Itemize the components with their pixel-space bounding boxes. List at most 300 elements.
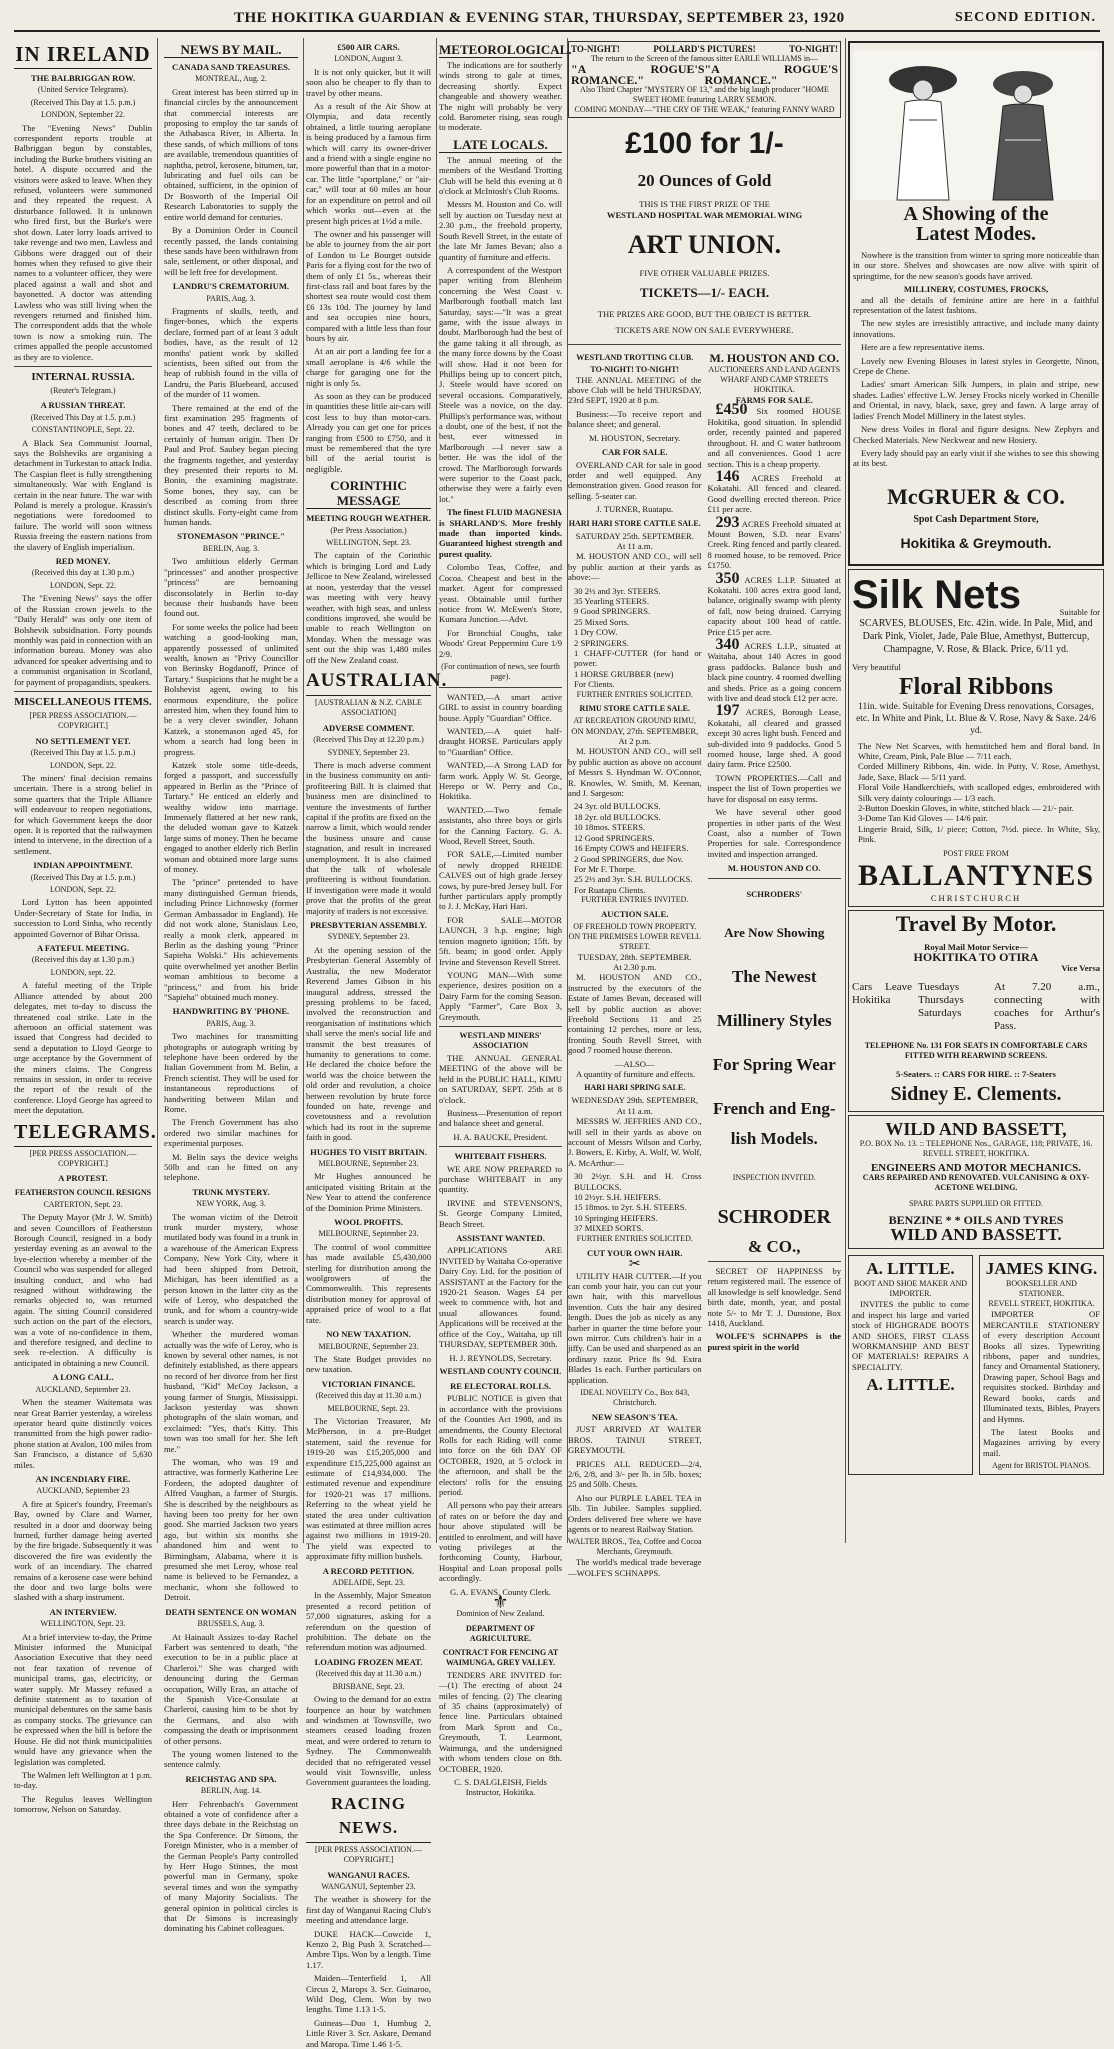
tickets-line: TICKETS—1/- EACH. xyxy=(639,285,770,301)
notice-text: JUST ARRIVED AT WALTER BROS. TAINUI STREET, GREYMOUTH. xyxy=(568,1424,702,1456)
headline-corinthic: CORINTHIC MESSAGE xyxy=(306,478,431,509)
farms-heading: FARMS FOR SALE. xyxy=(735,395,813,406)
list-item: For Clients. xyxy=(574,679,615,690)
spare-parts: SPARE PARTS SUPPLIED OR FITTED. xyxy=(909,1199,1043,1209)
ad-text: Every lady should pay an early visit if she wishes to see this showing at its best. xyxy=(853,447,1099,469)
signature: C. S. DALGLEISH, Fields Instructor, Hokitika. xyxy=(454,1776,547,1798)
houston-title: M. HOUSTON AND CO. xyxy=(709,350,839,365)
headline-meteorological: METEOROLOGICAL. xyxy=(439,42,572,57)
article-text: A fateful meeting of the Triple Alliance attended by about 200 delegates, met to-day to discuss the threatened coal strike. Late in the afternoon an official statement was issued that Congress had decided to send a deputation to Lloyd George to urge acceptance by the Government of the miners claims. The Congress remains in session, in order to receive the report of the result of the conference. Lloyd George has agreed to meet the deputation. xyxy=(14,980,152,1116)
ad-text: Here are a few representative items. xyxy=(861,342,985,353)
article-text: A correspondent of the Westport paper writing from Blenheim concerning the West Coast v. Marlborough football match last Saturday, says:—"It was a great game, with the issue always in doubt. Marlborough had the best of the game taking it all through, as the many force downs by the Coast will show. Had it not been for Phillips being up to concert pitch, J. Steele would have scored on several occasions. Comparatively, Steele was a novice, on the day. Phillips's performance was, without a doubt, one of the best, if not the best, ever witnessed in Marlborough —I never saw a better. He was the idol of the crowd. The Marlborough forwards were superior to the Coast pack, otherwise they were a fairly even lot." xyxy=(439,264,562,504)
article-text: The owner and his passenger will be able to journey from the air port of London to Le Bourget outside Paris for a flying cost for the two of them of only £1 5s., whereas their first-class rail and boat fares by the shortest sea route would cost them £6 13s 10d. The journey by land and sea occupies nine hours, compared with a little less than four hours by air. xyxy=(306,228,431,343)
signature: WALTER BROS., Tea, Coffee and Cocoa Merchants, Greymouth. xyxy=(568,1537,702,1557)
sale-date: ON MONDAY, 27th. SEPTEMBER, xyxy=(571,725,699,736)
dateline: PARIS, Aug. 3. xyxy=(206,293,256,303)
source: (Reuter's Telegram.) xyxy=(50,385,116,395)
received: (Received this day at 11.30 a.m.) xyxy=(315,1391,422,1401)
list-item: 2 SPRINGERS. xyxy=(574,637,629,648)
notice-heading: WESTLAND COUNTY COUNCIL xyxy=(439,1366,562,1376)
notice-text: TOWN PROPERTIES.—Call and inspect the list of Town properties we have for disposal on easy terms. xyxy=(707,772,841,804)
notice-text: WE ARE NOW PREPARED to purchase WHITEBAIT in any quantity. xyxy=(439,1163,562,1195)
subhead: LOADING FROZEN MEAT. xyxy=(314,1656,423,1667)
received: (Received This Day at 12.20 p.m.) xyxy=(313,735,424,745)
received: (Received This Day at 1.5. p.m.) xyxy=(30,412,136,422)
ad-text: Nowhere is the transition from winter to spring more noticeable than in our store. Shelves and showcases are now alive with spirit of springtime, for the new season's goods have arrived. xyxy=(853,250,1099,281)
times: At 7.20 a.m., connecting with coaches for Arthur's Pass. xyxy=(994,981,1100,1033)
dateline: LONDON, August 3. xyxy=(334,54,403,64)
mcgruer-location: Hokitika & Greymouth. xyxy=(900,535,1052,552)
banner-line: COMING MONDAY—"THE CRY OF THE WEAK," featuring FANNY WARD xyxy=(574,105,835,115)
article-text: The indications are for southerly winds strong to gale at times, decreasing shortly. Expect changeable and showery weather. The night will probably be very cold. Barometer rising, seas rough to moderate. xyxy=(439,60,562,133)
list-item: 10 18mos. STEERS. xyxy=(574,822,646,833)
film-title: "A ROGUE'S ROMANCE." xyxy=(571,62,705,87)
article-text: By a Dominion Order in Council recently passed, the lands containing these sands have been withdrawn from sale, settlement, or other disposal, and will be left free for development. xyxy=(164,225,298,277)
art-union-title: ART UNION. xyxy=(627,230,782,260)
subhead: ON THE PREMISES LOWER REVELL STREET. xyxy=(568,931,701,951)
millinery-line: Millinery Styles xyxy=(716,1010,832,1030)
received: (Received This Day at 1.5. p.m.) xyxy=(30,97,136,107)
list-item: 2 Good SPRINGERS, due Nov. xyxy=(574,853,684,864)
subhead: A LONG CALL. xyxy=(52,1372,114,1383)
engineers-sub: CARS REPAIRED AND RENOVATED. VULCANISING & OXY-ACETONE WELDING. xyxy=(862,1173,1090,1193)
item-list xyxy=(852,741,1100,845)
wb-footer: WILD AND BASSETT. xyxy=(890,1225,1062,1245)
travel-title: Travel By Motor. xyxy=(895,911,1057,936)
price: 146 xyxy=(715,467,740,485)
showing-line: Are Now Showing xyxy=(724,924,825,940)
article-text: The "Evening News" says the offer of the Russian crown jewels to the "Daily Herald" was only one item of Bolshevik subsidisation. Forty pounds monthly was paid in connection with an information bureau. Money was also advanced for speaker advertising and to a communist organisation in Scotland, for payment of propagandists, speakers. xyxy=(14,593,152,687)
phone-line: TELEPHONE No. 131 FOR SEATS IN COMFORTABLE CARS FITTED WITH REARWIND SCREENS. xyxy=(864,1041,1088,1061)
ballantynes-name: BALLANTYNES xyxy=(857,858,1095,892)
bottom-ads xyxy=(848,1252,1104,1478)
king-ad xyxy=(979,1255,1104,1475)
list-item: 9 Good SPRINGERS. xyxy=(574,606,651,617)
column-4 xyxy=(439,38,572,1798)
stock-list xyxy=(568,586,702,690)
article-text: The "prince" pretended to have many distinguished German friends, including Prince Lichnowsky (former German Ambassador in England). He did not work alone, Stanislaus Leo, really a monk clerk, appeared in Berlin as the dashing young "Prince Sapieha Wolski." His achievements quite overwhelmed yet another Berlin woman ambitious to become a "princess," and from his bride "Sapieha" obtained much money. xyxy=(164,877,298,1002)
article-text: The weather is showery for the first day of Wanganui Racing Club's meeting and attendance large. xyxy=(306,1894,431,1926)
notice-text: We have several other good properties in other parts of the West Coast, also a number of Town Properties for sale. Correspondence invited and inspection arranged. xyxy=(707,807,841,859)
ad-list: MILLINERY, COSTUMES, FROCKS, xyxy=(903,284,1049,295)
dateline: BERLIN, Aug. 3. xyxy=(202,543,260,553)
subhead: WANGANUI RACES. xyxy=(327,1869,410,1880)
notice-text: A quantity of furniture and effects. xyxy=(576,1069,696,1079)
houston-footer: M. HOUSTON AND CO. xyxy=(727,863,821,874)
other-prizes: FIVE OTHER VALUABLE PRIZES. xyxy=(639,268,770,279)
sale-date: TUESDAY, 28th. SEPTEMBER. xyxy=(577,951,692,962)
classified-ad: YOUNG MAN—With some experience, desires position on a Dairy Farm for the coming Season. Apply "Farmer", Care Box 3, Greymouth. xyxy=(439,969,562,1022)
silk-nets-title: Silk Nets xyxy=(852,573,1021,618)
king-address: REVELL STREET, HOKITIKA. xyxy=(988,1299,1095,1309)
notice-text: M. HOUSTON AND CO., will sell by public auction at their yards as above:— xyxy=(568,551,702,583)
signature: H. J. REYNOLDS, Secretary. xyxy=(449,1352,552,1363)
list-item: 10 Springing HEIFERS. xyxy=(574,1212,658,1223)
subhead: AN INCENDIARY FIRE. xyxy=(35,1473,131,1484)
subhead: REICHSTAG AND SPA. xyxy=(185,1773,277,1784)
benzine: BENZINE * * OILS AND TYRES xyxy=(888,1213,1064,1228)
column-2 xyxy=(164,38,304,1934)
signature: G. A. EVANS, County Clerk. xyxy=(449,1586,552,1597)
ad-text: IMPORTER OF MERCANTILE STATIONERY of every description Account Books all sizes. Typewriting ribbons, paper and sundries, fancy and Ornamental Stationery, Drawing paper, School Bags and requisites stocked. Birthday and Reward books, cards and Illuminated texts, Bibles, Prayers and Hymns. xyxy=(983,1309,1100,1424)
newest-line: The Newest xyxy=(731,966,817,986)
notice-heading: NEW SEASON'S TEA. xyxy=(591,1411,678,1422)
article-text: The "Evening News" Dublin correspondent reports trouble at Balbriggan begun by constables, including the Burke brothers visiting an hotel. A dispute occurred and the visitors were asked to leave. When they refused, volunteers were summoned and they repeated the request. A disturbance followed. It is unknown who fired first, but the Burke's were shot down. Later lorry loads arrived to take revenge and two men, Lawless and Gibbons were dragged out of their homes when they refused to give their names to a volunteer officer, they were placed against a wall and shot and bayonetted. A doctor was attending Lawless who was still living when the revengers returned and finished him. The correspondent adds that the whole town is now a smoking ruin. The crimes appalled the people accustomed as they are to violence. xyxy=(14,122,152,362)
article-text: The finest FLUID MAGNESIA is SHARLAND'S. More freshly made than imported kinds. Guaranteed highest strength and purest quality. xyxy=(439,507,562,559)
film-title: "A ROGUE'S ROMANCE." xyxy=(704,62,838,87)
column-5 xyxy=(568,38,846,1578)
subhead: CONTRACT FOR FENCING AT WAIMUNGA, GREY VALLEY. xyxy=(442,1647,559,1667)
dateline: LONDON, sept. 22. xyxy=(50,967,116,977)
mcgruer-ad xyxy=(848,41,1104,566)
received: (Received This Day at 1.5. p.m.) xyxy=(30,748,136,758)
price: 197 xyxy=(715,702,740,720)
scissors-icon: ✂ xyxy=(628,1257,641,1273)
headline-misc: MISCELLANEOUS ITEMS. xyxy=(14,695,152,708)
subhead: TRUNK MYSTERY. xyxy=(192,1186,270,1197)
classified-ad: FOR SALE—MOTOR LAUNCH, 3 h.p. engine; high tension magneto ignition; 15ft. by 5ft. beam; in good order. Apply Irvine and Stevenson Revell Street. xyxy=(439,914,562,967)
dateline: MELBOURNE, September 23. xyxy=(318,1229,419,1239)
dateline: WELLINGTON, Sept. 23. xyxy=(40,1619,126,1629)
subhead: RED MONEY. xyxy=(55,556,111,567)
notice-text: Also our PURPLE LABEL TEA in 5lb. Tin Jubilee. Samples supplied. Orders delivered free where we have agents or to nearest Railway Station. xyxy=(568,1492,702,1535)
little-name: A. LITTLE. xyxy=(866,1259,955,1279)
article-text: It is not only quicker, but it will soon also be cheaper to fly than to travel by other means. xyxy=(306,66,431,98)
list-item: 35 Yearling STEERS. xyxy=(574,595,649,606)
list-item: 1 HORSE GRUBBER (new) xyxy=(574,668,674,679)
article-text: There is much adverse comment in the business community on anti-profiteering Bill. It is claimed that business men are disinclined to venture the investments of further capital if the profits are fixed on the narrow a limit, which would render the business unsure and cause stagnation, and result in increased unemployment. It is also claimed that the talk of wholesale profiteering is without foundation. If investigation were made it would prove that the profits of the great majority of traders is not excessive. xyxy=(306,759,431,916)
post-free: POST FREE FROM xyxy=(943,848,1009,858)
list-item: Corded Millinery Ribbons, 4in. wide. In Putty, V. Rose, Amethyst, Jade, Saxe, Black — 5/11 yard. xyxy=(858,761,1100,782)
farm-text: ACRES L.I.P., situated at Waitaha, about 140 Acres in good grass paddocks. Balance bush and black pine country. 4 roomed dwelling and sheds. Price as a going concern with live and dead stock £12 per acre. xyxy=(707,641,841,704)
article-text: Two ambitious elderly German "princesses" and another prospective "princess" are bemoaning disconsolately in Berlin to-day because their husbands have been found out. xyxy=(164,556,298,619)
farm-text: ACRES Freehold at Kokatahi. All fenced and cleared. Good dwelling erected thereon. Price £11 per acre. xyxy=(707,472,841,515)
article-text: Owing to the demand for an extra fourpence an hour by watchmen and windsmen at Townsville, two steamers ceased loading frozen meat, and were ordered to return to Sydney. The Commonwealth decided that no refrigerated vessel would visit Townsville, unless Government guarantees the loading. xyxy=(306,1694,431,1788)
crest-icon: ⚜ xyxy=(492,1592,509,1613)
article-text: At Hainault Assizes to-day Rachel Farbert was sentenced to death, "the execution to be in a public place at Charleroi." She was charged with denouncing during the German occupation, Willy Eras, an attache of the Spanish Vice-Consulate at Charleroi, causing him to be shot by the Germans, and also with compassing the death or imprisonment of other persons. xyxy=(164,1631,298,1746)
article-text: Colombo Teas, Coffee, and Cocoa. Cheapest and best in the market. Agent for compressed yeast. Obtainable until further notice from W. McEwen's Store, Kumara Junction.—Advt. xyxy=(439,562,562,625)
divider xyxy=(708,878,842,879)
dateline: AUCKLAND, September 23 xyxy=(36,1486,130,1496)
classified-ad: WANTED,—A quiet half-draught HORSE. Particulars apply to "Guardian" Office. xyxy=(439,725,562,757)
dateline: MELBOURNE, Sept. 23. xyxy=(327,1403,410,1413)
divider xyxy=(439,1146,562,1147)
classified-ad: WANTED.—Two female assistants, also three boys or girls for the Canning Factory. G. A. Wood, Revell Street, South. xyxy=(439,804,562,847)
modes-title: Latest Modes. xyxy=(916,223,1036,245)
notice-text: M. HOUSTON AND CO., instructed by the executors of the Estate of James Bevan, deceased will sell by public auction as above: Freehold Sections 11 and 25 containing 12 perches, more or less, fronting South Revell Street, with good 7 roomed house thereon. xyxy=(568,972,702,1056)
subhead: FEATHERSTON COUNCIL RESIGNS xyxy=(14,1187,152,1197)
list-item: Lingerie Braid, Silk, 1/ piece; Cotton, 7½d. piece. In White, Sky, Pink. xyxy=(858,823,1100,845)
divider xyxy=(14,366,152,367)
price: 350 xyxy=(715,569,740,587)
notice-text: MESSRS W. JEFFRIES AND CO., will sell in their yards as above on account of Messrs Wilson and Corby, J. Bowers, E. Kirby, A. Wolf, W. Wolf, A. McArthur:— xyxy=(568,1116,702,1168)
subhead: A RUSSIAN THREAT. xyxy=(40,400,126,411)
dateline: WANGANUI, September 23. xyxy=(321,1881,416,1891)
continuation-note: (For continuation of news, see fourth page). xyxy=(441,661,560,682)
mcgruer-name: McGRUER & CO. xyxy=(887,483,1065,509)
list-item: 16 Empty COWS and HEIFERS. xyxy=(574,843,689,854)
article-text: The Walmen left Wellington at 1 p.m. to-day. xyxy=(14,1769,152,1791)
notice-heading: WHITEBAIT FISHERS. xyxy=(454,1151,547,1162)
banner-mid: POLLARD'S PICTURES! xyxy=(653,44,756,54)
showing-title: A Showing of the xyxy=(903,203,1049,225)
article-text: Katzek stole some title-deeds, forged a passport, and successfully appeared in Berlin as the "Prince of Tartary." He enticed an elderly and wealthy widow into marriage. Immensely flattered at her new rank, the deluded woman gave to Katzek large sums of money. Then he became engaged to another elderly rich Berlin woman and obtained more large sums of money. xyxy=(164,760,298,875)
notice-heading: DEPARTMENT OF AGRICULTURE. xyxy=(466,1623,535,1643)
article-text: When the steamer Waitemata was near Great Barrier yesterday, a wireless operator heard quite distinctly voices transmitted from the high power radio-phone station at Avalon, 100 miles from San Francisco, a distance of 5,630 miles. xyxy=(14,1397,152,1470)
sale-date: SATURDAY 25th. SEPTEMBER. xyxy=(575,530,694,541)
received: (Received this day at 1.30 p.m.) xyxy=(31,568,135,578)
banner-line: Also Third Chapter "MYSTERY OF 13," and the big laugh producer "HOME SWEET HOME featuring LARRY SEMON. xyxy=(580,85,829,105)
inspect-line: INSPECTION INVITED. xyxy=(732,1172,816,1182)
vice-versa: Vice Versa xyxy=(1061,962,1100,973)
article-text: A Black Sea Communist Journal, says the Bolsheviks are organising a detachment in Turkestan to attack India. The Caspian fleet is fully strengthening simultaneously. War with England is certain in the near future. The war with Poland is merely a prologue. Krassin's negotiations were foredoomed to failure. The world will soon witness Russia freeing the eastern nations from the slavery of English imperialism. xyxy=(14,437,152,552)
subhead: OF FREEHOLD TOWN PROPERTY. xyxy=(573,921,697,931)
notice-text: IRVINE and STEVENSON'S, St. George Company Limited, Beach Street. xyxy=(439,1197,562,1229)
subhead: HUGHES TO VISIT BRITAIN. xyxy=(310,1146,427,1157)
dateline: WELLINGTON, Sept. 23. xyxy=(326,538,411,548)
notice-text: OVERLAND CAR for sale in good order and well equipped. Any demonstration given. Good reason for selling. 5-seater car. xyxy=(568,459,702,501)
clements-name: Sidney E. Clements. xyxy=(890,1082,1062,1105)
article-text: Whether the murdered woman actually was the wife of Leroy, who is known by several other names, is not definitely established, as there appears no record of her divorce from her first husband, "Kid" McCoy Jackson, a young farmer of Sturgis, Mississippi. Jackson yesterday was shown photographs of the slain woman, and exclaimed: "Yes, that's Kitty. This town was too small for her. She left me." xyxy=(164,1329,298,1454)
divider xyxy=(439,1026,562,1027)
article-text: The woman, who was 19 and attractive, was formerly Katherine Lee Fordeen, the adopted daughter of Alfred Vaughan, a farmer of Sturgis. She is described by the neighbours as having been too pretty for her own good. She married Jackson two years ago, but within six months she abandoned him and went to Birmingham, Alabama, where it is presumed she met Leroy, whose real name is believed to be Fernandez, a mechanic, whom she followed to Detroit. xyxy=(164,1457,298,1603)
article-text: The captain of the Corinthic which is bringing Lord and Lady Jellicoe to New Zealand, wirelessed at noon, yesterday that the vessel was meeting with very heavy weather, with high seas, and unless conditions improved, she would be unable to reach Wellington on Monday. When the message was sent out the ship was 1,480 miles off the New Zealand coast. xyxy=(306,550,431,665)
article-text: There remained at the end of the first examination 295 fragments of bones and 47 teeth, declared to be certainly of human origin. Then Dr Paul and Prof. Saubey began piecing the fragments together, and yesterday they presented their reports to M. Bonin, the examining magistrate. Some bones, they say, can be described as coming from three distinct skulls. Forty-eight came from human hands. xyxy=(164,402,298,528)
divider xyxy=(14,691,152,692)
little-sub: BOOT AND SHOE MAKER AND IMPORTER. xyxy=(853,1279,968,1299)
list-item: 18 2yr. old BULLOCKS. xyxy=(574,811,661,822)
signature: IDEAL NOVELTY Co., Box 843, Christchurch. xyxy=(580,1387,690,1407)
article-text: Herr Fehrenbach's Government obtained a vote of confidence after a three days debate in the Reichstag on the Spa Conference. Dr Simons, the Foreign Minister, who is a member of the German People's Party controlled by Herr Hugo Stinnes, the most powerful man in Germany, spoke several times and won the sympathy of many Majority Socialists. The general opinion in political circles is that Dr Simons is increasingly dominating his Cabinet colleagues. xyxy=(164,1798,298,1934)
wing-line: WESTLAND HOSPITAL WAR MEMORIAL WING xyxy=(606,209,803,220)
article-text: At an air port a landing fee for a small aeroplane is 4/6 while the charge for garaging one for the night is only 5s. xyxy=(306,346,431,388)
article-text: A fire at Spicer's foundry, Freeman's Bay, owned by Clare and Warner, resulted in a door and doorway being burned, further damage being averted by the fire brigade. Subsequently it was discovered the fire was evidently the work of an incendiary. The charred remains of a kerosene case were behind the door and two large bolts were slashed with a sharp instrument. xyxy=(14,1498,152,1603)
dateline: BERLIN, Aug. 14. xyxy=(200,1786,262,1796)
headline-australian: AUSTRALIAN. xyxy=(306,669,431,696)
headline-racing: RACING NEWS. xyxy=(306,1792,431,1843)
dateline: SYDNEY, September 23. xyxy=(327,747,410,757)
notice-text: M. HOUSTON AND CO., will sell by public auction as above on account of Messrs S. Hyndman W. O'Connor, R. Knowles, W. Smith, M. Keenan, and J. Sargeson: xyxy=(568,746,702,799)
subhead: £500 AIR CARS. xyxy=(337,42,400,52)
subhead: MEETING ROUGH WEATHER. xyxy=(306,513,431,524)
king-sub: BOOKSELLER AND STATIONER. xyxy=(1006,1279,1077,1299)
ad-text: Lovely new Evening Blouses in latest styles in Georgette, Ninon, Crepe de Chene. xyxy=(853,355,1099,377)
subhead: DEATH SENTENCE ON WOMAN xyxy=(165,1606,297,1617)
ad-text: INVITES the public to come and inspect his large and varied stock of HIGHGRADE BOOTS AND SHOES, FIRST CLASS WORKMANSHIP AND BEST OF MATERIALS! REPAIRS A SPECIALITY. xyxy=(852,1299,969,1372)
notice-heading: HARI HARI STORE CATTLE SALE. xyxy=(568,518,701,528)
king-agent: Agent for BRISTOL PIANOS. xyxy=(992,1461,1091,1471)
schroder-name: SCHRODER xyxy=(717,1205,831,1228)
notice-heading: RIMU STORE CATTLE SALE. xyxy=(579,703,690,713)
dateline: SYDNEY, September 23. xyxy=(327,932,410,942)
ballantynes-city: CHRISTCHURCH xyxy=(930,892,1022,903)
english-line: lish Models. xyxy=(730,1128,818,1148)
classified-ad: WANTED,—A Strong LAD for farm work. Apply W. St. George, Herepo or W. Perry and Co., Hokitika. xyxy=(439,760,562,802)
dateline: NEW YORK, Aug. 3. xyxy=(196,1199,266,1209)
article-text: The miners' final decision remains uncertain. There is a strong belief in some quarters that the Triple Alliance will endeavour to reopen negotiations, for which Government keeps the door open. It is reported that the railwaymen intend to intervene, in the direction of a settlement. xyxy=(14,772,152,856)
wb-address: P.O. BOX No. 13. :: TELEPHONE Nos., GARAGE, 118; PRIVATE, 16. REVELL STREET, HOKITIKA. xyxy=(859,1138,1093,1158)
article-text: As soon as they can be produced in quantities these little air-cars will cost less to buy than motor-cars. Already you can get one for prices ranging from £500 to £750, and it must be remembered that the tyre bill of the aerial tourist is negligible. xyxy=(306,391,431,474)
notice-text: APPLICATIONS ARE INVITED by Waitaha Co-operative Dairy Coy. Ltd. for the position of ASSISTANT at the Factory for the 1920-21 Season. Wages £4 per week to commence with, hot and usual allowances found. Applications will be received at the office of the Coy., Waitaha, up till THURSDAY, SEPTEMBER 30th. xyxy=(439,1245,562,1350)
masthead xyxy=(14,8,1100,32)
source: [PER PRESS ASSOCIATION.—COPYRIGHT.] xyxy=(29,1148,137,1168)
subhead: CANADA SAND TREASURES. xyxy=(171,62,291,72)
little-ad xyxy=(848,1255,973,1475)
royal-mail: Royal Mail Motor Service— xyxy=(924,942,1028,952)
subhead: INDIAN APPOINTMENT. xyxy=(33,860,133,871)
subhead: THE BALBRIGGAN ROW. xyxy=(30,73,136,83)
cars-leave: Cars Leave Hokitika xyxy=(852,981,912,1007)
art-union-ad xyxy=(568,121,841,339)
houston-sub: AUCTIONEERS AND LAND AGENTS xyxy=(708,365,841,375)
mcgruer-sub: Spot Cash Department Store, xyxy=(913,513,1039,525)
list-item: Floral Voile Handkerchiefs, with scalloped edges, embroidered with Silk very dainty colourings — 1/3 each. xyxy=(858,782,1100,803)
dateline: BRISBANE, Sept. 23. xyxy=(332,1681,405,1691)
article-text: The French Government has also ordered two similar machines for experimental purposes. xyxy=(164,1117,298,1149)
list-item: 10 2½yr. S.H. HEIFERS. xyxy=(574,1192,661,1203)
wb-title: WILD AND BASSETT, xyxy=(885,1118,1067,1139)
price: 340 xyxy=(715,636,740,653)
source: [PER PRESS ASSOCIATION.—COPYRIGHT.] xyxy=(315,1844,422,1865)
fashion-illustration xyxy=(853,50,1099,200)
sale-date: WEDNESDAY 29th. SEPTEMBER, xyxy=(571,1095,699,1106)
ad-text: and all the details of feminine attire are here in a faithful representation of the latest fashions. xyxy=(853,294,1099,316)
notice-heading: ASSISTANT WANTED. xyxy=(456,1233,545,1244)
received: (Received This Day at 1.5. p.m.) xyxy=(30,872,136,882)
notice-text: SECRET OF HAPPINESS by return registered mail. The essence of all knowledge is self knowledge. Send birth date, month, year, and postal note 5/- to Mr T. J. Dunstone, Box 1418, Auckland. xyxy=(707,1265,841,1328)
auction-right xyxy=(708,349,842,1582)
article-text: The woman victim of the Detroit trunk murder mystery, whose mutilated body was found in a trunk in a warehouse of the American Express Company, New York City, where it had been shipped from Detroit, Michigan, has been identified as a person known in the latter city as the wife of Leroy, who despatched the trunk, and for whom a country-wide search is under way. xyxy=(164,1211,298,1326)
price: £450 xyxy=(715,401,748,419)
co-line: & CO., xyxy=(748,1236,801,1256)
signature: H. A. BAUCKE, President. xyxy=(453,1131,548,1142)
subhead: NO SETTLEMENT YET. xyxy=(35,735,131,746)
dateline: AUCKLAND, September 23. xyxy=(35,1384,131,1394)
sale-time: At 11 a.m. xyxy=(616,1105,653,1116)
farm-text: ACRES L.I.P. Situated at Kokatahi. 100 acres extra good land, balance, originally swamp with plenty of fall, now being drained. Carrying capacity about 100 head of cattle. Price £15 per acre. xyxy=(707,574,841,637)
column-1 xyxy=(14,38,158,1815)
received: (Received this day at 11.30 a.m.) xyxy=(315,1669,422,1679)
notice-heading: WESTLAND TROTTING CLUB. xyxy=(576,352,694,362)
banner-left: TO-NIGHT! xyxy=(571,44,620,54)
article-text: Guineas—Duo 1, Humbug 2, Little River 3. Scr. Askare, Demand and Maropa. Time 1.46 1-5. xyxy=(306,2017,431,2049)
divider xyxy=(708,1261,842,1262)
edition-label: SECOND EDITION. xyxy=(954,10,1096,25)
dateline: CARTERTON, Sept. 23. xyxy=(43,1199,123,1209)
list-item: For Ruatapu Clients. xyxy=(574,884,646,895)
subhead: STONEMASON "PRINCE." xyxy=(177,531,285,542)
signature: J. TURNER, Ruatapu. xyxy=(596,504,674,515)
trot-tonight: TO-NIGHT! TO-NIGHT! xyxy=(590,364,680,374)
headline-telegrams: TELEGRAMS. xyxy=(14,1120,152,1147)
hire-line: 5-Seaters. :: CARS FOR HIRE. :: 7-Seaters xyxy=(896,1069,1056,1080)
list-item: 15 18mos. to 2yr. S.H. STEERS. xyxy=(574,1202,687,1213)
farm-text: Six roomed HOUSE Hokitika, good situation. In splendid order, recently painted and papered throughout. H. and C water bathroom and all conveniences. Good 1 acre section. This is a cheap property. xyxy=(707,406,841,469)
article-text: M. Belin says the device weighs 50lb and can be fitted on any telephone. xyxy=(164,1151,298,1183)
source: (Per Press Association.) xyxy=(330,525,407,535)
notice-heading: CUT YOUR OWN HAIR. xyxy=(587,1247,683,1258)
notice-text: The world's medical trade beverage—WOLFE'S SCHNAPPS. xyxy=(568,1557,702,1578)
ladies-illustration-icon xyxy=(853,50,1099,200)
dateline: MELBOURNE, September 23. xyxy=(318,1159,419,1168)
divider xyxy=(439,687,562,688)
entries-note: FURTHER ENTRIES SOLICITED. xyxy=(576,1233,693,1243)
subhead: RE ELECTORAL ROLLS. xyxy=(450,1380,551,1391)
article-text: For some weeks the police had been watching a good-looking man, apparently possessed of unlimited wealth, known as "Privy Councillor von Berinsky Bogdanoff, Prince of Tartary." Suspicions that he might be a Bolshevist agent, owing to his enormous expenditure, the police arrested him, when they found him to be a very clever swindler, Johann Katzek, a stonemason aged 45, for whom a search had long been in progress. xyxy=(164,621,298,757)
list-item: 37 MIXED SORTS. xyxy=(574,1223,644,1234)
source: [PER PRESS ASSOCIATION.—COPYRIGHT.] xyxy=(29,710,137,731)
banner-right: TO-NIGHT! xyxy=(789,44,838,54)
floral-title: Floral Ribbons xyxy=(898,673,1054,700)
subhead: A FATEFUL MEETING. xyxy=(36,943,130,954)
sale-venue: AT RECREATION GROUND RIMU, xyxy=(573,715,697,725)
article-text: Mr Hughes announced he anticipated visiting Britain at the New Year to attend the conference of the Dominion Prime Ministers. xyxy=(306,1171,431,1213)
tickets-sale: TICKETS ARE NOW ON SALE EVERYWHERE. xyxy=(615,325,794,336)
notice-heading: CAR FOR SALE. xyxy=(601,447,668,458)
little-footer: A. LITTLE. xyxy=(866,1375,955,1395)
sale-time: At 11 a.m. xyxy=(616,540,653,551)
masthead-title: THE HOKITIKA GUARDIAN & EVENING STAR, THURSDAY, SEPTEMBER 23, 1920 xyxy=(234,10,845,26)
stock-list xyxy=(568,801,702,895)
crest-caption: Dominion of New Zealand. xyxy=(456,1609,545,1619)
auction-left xyxy=(568,349,702,1582)
notice-text: Business—Presentation of report and balance sheet and general. xyxy=(439,1107,562,1129)
column-6 xyxy=(848,38,1104,1543)
notice-heading: AUCTION SALE. xyxy=(601,909,669,920)
headline-ireland: IN IRELAND xyxy=(14,42,152,69)
banner-line: The return to the Screen of the famous sitter EARLE WILLIAMS in— xyxy=(590,54,819,64)
list-item: 2-Button Doeskin Gloves, in white, stitched black — 21/- pair. xyxy=(858,802,1074,813)
wild-bassett-ad xyxy=(848,1115,1104,1250)
king-name: JAMES KING. xyxy=(985,1259,1098,1279)
notice-text: Business:—To receive report and balance sheet; and general. xyxy=(568,408,702,430)
also-label: —ALSO— xyxy=(614,1058,655,1069)
article-text: As a result of the Air Show at Olympia, and data recently obtained, a little touring aeroplane is being produced by a famous firm which will carry its owner-driver and a friend with a single engine no more powerful than that in a motor-car. The little "sportplane," or "air-car," will tour at 60 miles an hour for an expenditure on petrol and oil which works out—even at the present high prices at 1½d a mile. xyxy=(306,101,431,226)
column-3 xyxy=(306,38,448,2049)
dateline: MONTREAL, Aug. 2. xyxy=(195,74,267,84)
article-text: The Victorian Treasurer, Mr McPherson, in a pre-Budget statement, said the revenue for 1919-20 was £15,205,000 and expenditure £15,225,000 against an estimate of £14,934,000. The estimated revenue and expenditure for 1920-21 was 17 millions. Referring to the wheat yield he stated the area under cultivation was estimated at three million acres against two millions in 1919-20. The yield was expected to approximate fifty million bushels. xyxy=(306,1415,431,1562)
source: [AUSTRALIAN & N.Z. CABLE ASSOCIATION] xyxy=(315,697,422,718)
notice-text: WOLFE'S SCHNAPPS is the purest spirit in the world xyxy=(707,1331,841,1352)
divider xyxy=(568,344,841,345)
subhead: PRESBYTERIAN ASSEMBLY. xyxy=(310,920,427,931)
list-item: 3-Dome Tan Kid Gloves — 14/6 pair. xyxy=(858,813,988,824)
auction-columns xyxy=(568,349,841,1582)
houston-sub: WHARF AND CAMP STREETS HOKITIKA. xyxy=(720,375,829,395)
dateline: ADELAIDE, Sept. 23. xyxy=(332,1578,405,1588)
notice-text: THE ANNUAL MEETING of the above Club will be held THURSDAY, 23rd SEPT, 1920 at 8 p.m. xyxy=(568,374,702,406)
dateline: BRUSSELS, Aug. 3. xyxy=(197,1619,265,1629)
article-text: Two machines for transmitting photographs or autograph writing by telephone have been ordered by the Italian Government from M. Belin, a French scientist. They will be used for instantaneous reproductions of handwriting between Milan and Rome. xyxy=(164,1031,298,1114)
subhead: LANDRU'S CREMATORIUM. xyxy=(172,281,290,292)
sale-time: At 2.30 p.m. xyxy=(613,961,657,972)
very-beautiful: Very beautiful xyxy=(852,662,901,673)
list-item: 25 2½ and 3yr. S.H. BULLOCKS. xyxy=(574,874,693,885)
headline-late-locals: LATE LOCALS. xyxy=(439,137,562,153)
dateline: CONSTANTINOPLE, Sept. 22. xyxy=(31,425,135,435)
notice-heading: WESTLAND MINERS' ASSOCIATION xyxy=(459,1030,542,1050)
list-item: 25 Mixed Sorts. xyxy=(574,616,630,627)
classified-ad: FOR SALE,—Limited number of newly dropped RHEIDE CALVES out of high grade Jersey cows, by pure-bred Jersey bull. For further particulars apply promptly to J. J. McKay, Hari Hari. xyxy=(439,849,562,912)
prize-headline: £100 for 1/- xyxy=(625,127,784,161)
article-text: In the Assembly, Major Smeaton presented a record petition of 57,000 signatures, asking for a referendum on the question of prohibition. The debate on the referendum motion was adjourned. xyxy=(306,1590,431,1653)
article-text: At a brief interview to-day, the Prime Minister informed the Municipal Association Executive that they need not fear taxation of revenue of municipal trams, gas, electricity, or water supply. Mr Massey refused a definite statement as to taxation of municipal debentures on the same basis as company stocks. The grievance can be expressed when the bill is before the House. He did not think municipalities would have any grievance when the legislation was completed. xyxy=(14,1631,152,1767)
french-line: French and Eng- xyxy=(713,1098,836,1118)
stock-list xyxy=(568,1171,702,1233)
article-text: Maiden—Tenterfield 1, All Circus 2, Marops 3. Scr. Guinaroo, Wild Dog, Clem. Won by two lengths. Time 1.13 1-5. xyxy=(306,1973,431,2015)
route: HOKITIKA TO OTIRA xyxy=(913,950,1039,965)
ad-text: The latest Books and Magazines arriving by every mail. xyxy=(983,1426,1100,1458)
